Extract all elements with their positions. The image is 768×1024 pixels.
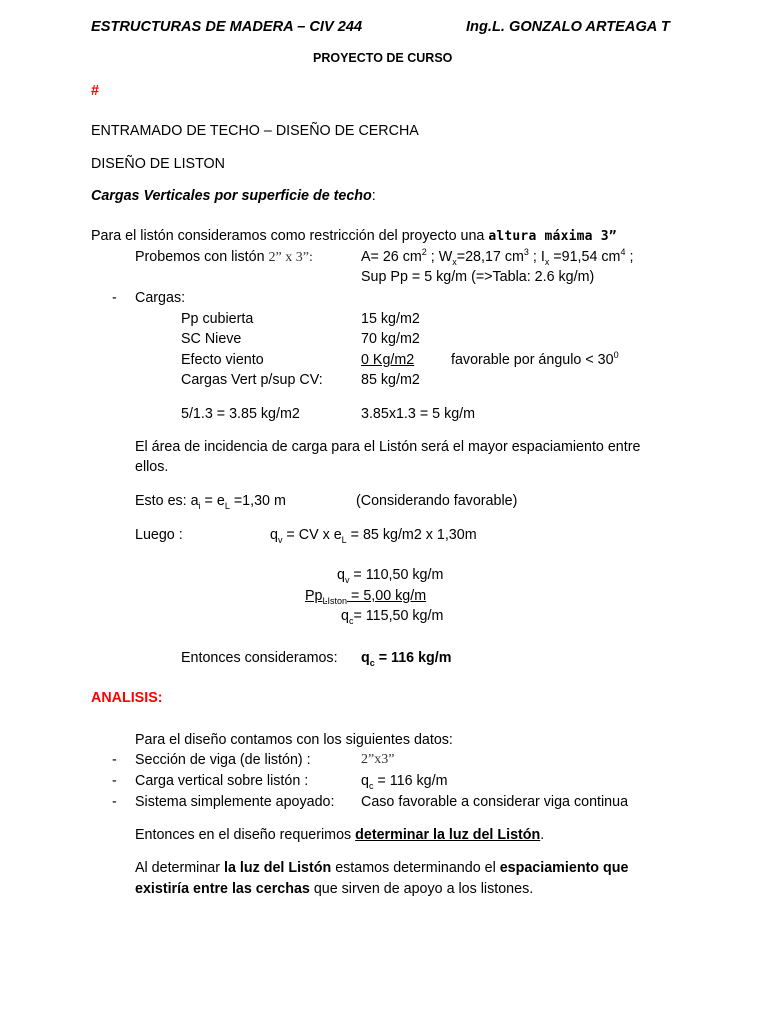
dato-value-seccion: 2”x3” [361,752,395,767]
dato-label-seccion: Sección de viga (de listón) : [135,752,311,768]
sum-qc: $q_c= 115,50$ kg/m [341,608,444,626]
load-name-sc-nieve: SC Nieve [181,331,242,347]
dato-value-carga: $q_c = 116$ kg/m [361,773,448,791]
load-value-sc-nieve: 70 kg/m2 [361,331,420,347]
section-heading-liston: DISEÑO DE LISTON [91,156,225,172]
analisis-heading: ANALISIS: [91,690,163,706]
dato-label-sistema: Sistema simplemente apoyado: [135,794,335,810]
load-name-pp-cubierta: Pp cubierta [181,311,254,327]
bullet-dash: - [112,794,117,810]
load-value-pp-cubierta: 15 kg/m2 [361,311,420,327]
favorable-note: favorable por ángulo < $30^0$ [451,350,619,368]
sum-pp-liston: $Pp_{LIston} = 5,00$ kg/m [305,588,427,606]
cargas-heading: Cargas Verticales por superficie de techo: [91,188,376,204]
section-heading-entramado: ENTRAMADO DE TECHO – DISEÑO DE CERCHA [91,123,419,139]
area-paragraph-line1: El área de incidencia de carga para el Listón será el mayor espaciamiento entre [135,439,641,455]
load-value-cv: 85 kg/m2 [361,372,420,388]
esto-es-line: Esto es: $a_i = e_L =1,30$ m [135,493,286,511]
header-author: Ing.L. GONZALO ARTEAGA T [466,19,670,35]
analisis-intro: Para el diseño contamos con los siguientes datos: [135,732,453,748]
hash-marker: # [91,83,99,99]
probemos-label: Probemos con listón 2” x 3”: [135,249,313,265]
bullet-dash: - [112,773,117,789]
bullet-dash: - [112,290,117,306]
entonces-consideramos: Entonces consideramos: [181,650,338,666]
intro-paragraph: Para el listón consideramos como restricción del proyecto una altura máxima 3” [91,228,617,244]
section-properties: A= 26 $cm^2$ ; $W_x=28,17$ $cm^3$ ; $I_x =91,54$ $cm^4$ ; [361,247,634,267]
bullet-dash: - [112,752,117,768]
considerando-note: (Considerando favorable) [356,493,518,509]
calc-left: 5/1.3 = 3.85 kg/m2 [181,406,300,422]
dato-label-carga: Carga vertical sobre listón : [135,773,309,789]
load-name-cv: Cargas Vert p/sup CV: [181,372,323,388]
sum-qv: $q_v = 110,50$ kg/m [337,567,444,585]
sup-pp-line: Sup Pp = 5 kg/m (=>Tabla: 2.6 kg/m) [361,269,595,285]
al-determinar-line1: Al determinar la luz del Listón estamos determinando el espaciamiento que [135,860,629,876]
dato-value-sistema: Caso favorable a considerar viga continua [361,794,629,810]
al-determinar-line2: existiría entre las cerchas que sirven de apoyo a los listones. [135,881,534,897]
entonces-requerimos: Entonces en el diseño requerimos determinar la luz del Listón. [135,827,545,843]
load-value-viento: 0 Kg/m2 [361,352,415,368]
load-name-viento: Efecto viento [181,352,264,368]
qc-result: $q_c = 116$ kg/m [361,650,452,668]
cargas-label: Cargas: [135,290,186,306]
header-course: ESTRUCTURAS DE MADERA – CIV 244 [91,19,363,35]
qv-formula: $q_v$ = CV x $e_L = 85$ kg/m2 x 1,30m [270,527,477,545]
luego-label: Luego : [135,527,183,543]
calc-right: 3.85x1.3 = 5 kg/m [361,406,476,422]
area-paragraph-line2: ellos. [135,459,169,475]
page-subtitle: PROYECTO DE CURSO [313,51,453,65]
